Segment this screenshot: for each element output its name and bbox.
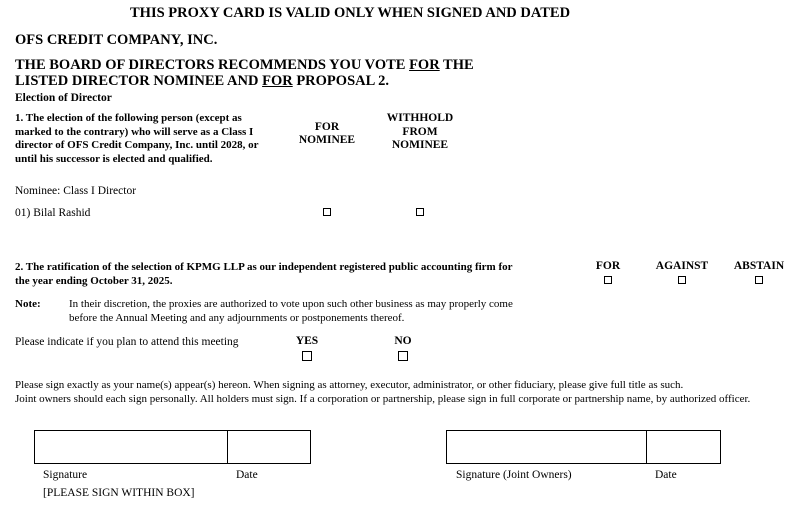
nominee-withhold-checkbox[interactable] bbox=[416, 208, 424, 216]
proposal-2-abstain-label: ABSTAIN bbox=[733, 260, 785, 272]
proposal-2-against-label: AGAINST bbox=[655, 260, 709, 272]
signing-instructions bbox=[15, 379, 750, 406]
proposal-1-line: until his successor is elected and qualified. bbox=[15, 152, 213, 165]
signature-date-label: Date bbox=[236, 469, 258, 481]
proposal-2-text bbox=[15, 261, 513, 288]
proposal-2-against-checkbox[interactable] bbox=[678, 276, 686, 284]
joint-signature-label: Signature (Joint Owners) bbox=[456, 469, 572, 481]
proposal-2-for-checkbox[interactable] bbox=[604, 276, 612, 284]
attend-no-label: NO bbox=[394, 335, 412, 347]
validity-notice: THIS PROXY CARD IS VALID ONLY WHEN SIGNED AND DATED bbox=[130, 5, 571, 21]
attendance-question: Please indicate if you plan to attend this meeting bbox=[15, 336, 239, 348]
header-line: FOR bbox=[314, 121, 340, 133]
signature-label: Signature bbox=[43, 469, 88, 481]
proposal-1-line: marked to the contrary) who will serve as a Class I bbox=[15, 125, 254, 138]
attend-yes-label: YES bbox=[295, 335, 319, 347]
signature-box[interactable] bbox=[34, 430, 228, 464]
nominee-name: 01) Bilal Rashid bbox=[15, 207, 91, 219]
recommendation-text: THE BOARD OF DIRECTORS RECOMMENDS YOU VOTE bbox=[15, 57, 410, 73]
nominee-heading: Nominee: Class I Director bbox=[15, 185, 137, 197]
election-heading: Election of Director bbox=[15, 92, 112, 104]
proposal-1-line: director of OFS Credit Company, Inc. until 2028, or bbox=[15, 139, 259, 151]
proposal-2-abstain-checkbox[interactable] bbox=[755, 276, 763, 284]
signature-date-box[interactable] bbox=[227, 430, 311, 464]
recommendation-text: PROPOSAL 2. bbox=[292, 73, 389, 89]
note-line: before the Annual Meeting and any adjournments or postponements thereof. bbox=[69, 311, 405, 324]
header-line: FROM bbox=[402, 125, 438, 138]
joint-signature-date-label: Date bbox=[655, 469, 677, 481]
proposal-1-line: 1. The election of the following person (except as bbox=[15, 112, 242, 124]
note-line: In their discretion, the proxies are authorized to vote upon such other business as may properly come bbox=[69, 298, 513, 310]
recommendation-text: THE bbox=[439, 57, 474, 73]
attend-yes-checkbox[interactable] bbox=[302, 351, 312, 361]
withhold-header bbox=[382, 112, 458, 153]
joint-signature-date-box[interactable] bbox=[646, 430, 721, 464]
header-line: WITHHOLD bbox=[386, 112, 454, 124]
board-recommendation bbox=[15, 57, 474, 89]
header-line: NOMINEE bbox=[391, 139, 449, 151]
proposal-2-for-label: FOR bbox=[595, 260, 621, 272]
recommendation-for: FOR bbox=[409, 57, 440, 73]
proposal-2-line: 2. The ratification of the selection of KPMG LLP as our independent registered public accounting firm for bbox=[15, 261, 513, 273]
sign-within-box-note: [PLEASE SIGN WITHIN BOX] bbox=[43, 487, 195, 499]
instruction-line: Joint owners should each sign personally. All holders must sign. If a corporation or partnership, please sign in full corporate or partnership name, by authorized officer. bbox=[15, 392, 751, 405]
recommendation-text: LISTED DIRECTOR NOMINEE AND bbox=[15, 73, 263, 89]
company-name: OFS CREDIT COMPANY, INC. bbox=[15, 32, 218, 48]
note-label: Note: bbox=[15, 298, 41, 310]
attend-no-checkbox[interactable] bbox=[398, 351, 408, 361]
for-nominee-header bbox=[294, 121, 360, 147]
header-line: NOMINEE bbox=[298, 134, 356, 146]
proposal-2-line: the year ending October 31, 2025. bbox=[15, 274, 173, 287]
instruction-line: Please sign exactly as your name(s) appear(s) hereon. When signing as attorney, executor, administrator, or other fiduciary, please give full title as such. bbox=[15, 379, 684, 391]
note-text bbox=[69, 298, 513, 325]
recommendation-for: FOR bbox=[262, 73, 293, 89]
joint-signature-box[interactable] bbox=[446, 430, 647, 464]
proposal-1-text bbox=[15, 112, 259, 166]
nominee-for-checkbox[interactable] bbox=[323, 208, 331, 216]
